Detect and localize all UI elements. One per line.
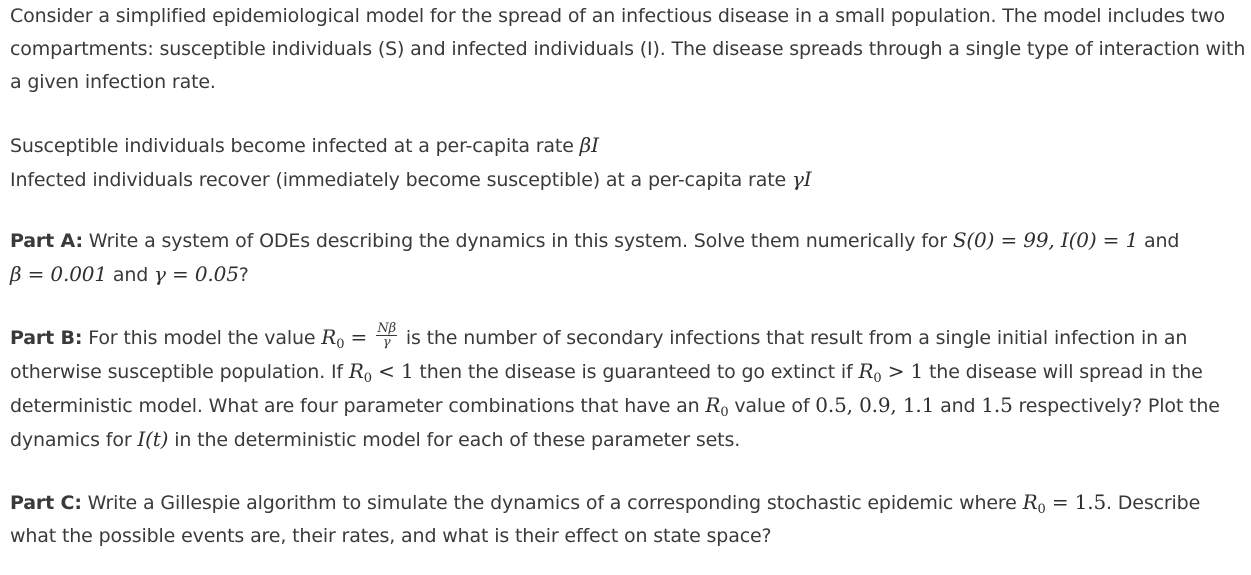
- infection-rate-text: Susceptible individuals become infected at a per-capita rate: [10, 135, 580, 157]
- r0-letter-4: R: [705, 393, 721, 417]
- r0-symbol-2: [348, 359, 372, 386]
- r0-value-last: 1.5: [981, 393, 1013, 417]
- part-b-text-10: dynamics for: [10, 429, 138, 451]
- part-b-text-6: deterministic model. What are four parameter combinations that have an: [10, 395, 706, 417]
- intro-line-1: Consider a simplified epidemiological model for the spread of an infectious disease in a small population. The model includes two: [10, 5, 1225, 27]
- r0-greater-than-one: > 1: [881, 359, 924, 383]
- recovery-rate-line: [10, 163, 1243, 197]
- intro-line-3: a given infection rate.: [10, 71, 216, 93]
- i-of-t: I(t): [137, 427, 169, 451]
- part-a-text-4: ?: [238, 264, 249, 286]
- part-b-line-3: [10, 389, 1243, 423]
- r0-values: 0.5, 0.9, 1.1: [815, 393, 935, 417]
- part-a-gamma-value: γ = 0.05: [154, 262, 239, 286]
- r0-symbol-5: [1022, 490, 1046, 517]
- r0-subscript-2: 0: [363, 371, 372, 386]
- part-c-line-2: [10, 520, 1243, 553]
- part-b-text-2: is the number of secondary infections that result from a single initial infection in an: [399, 327, 1188, 349]
- part-c-label: Part C:: [10, 492, 82, 514]
- part-b-paragraph: [10, 321, 1243, 457]
- r0-letter: R: [321, 325, 337, 349]
- part-c-text-2: . Describe: [1106, 492, 1201, 514]
- part-a-text-1: Write a system of ODEs describing the dynamics in this system. Solve them numerically for: [82, 230, 953, 252]
- part-a-line-2: [10, 258, 1243, 292]
- r0-symbol-3: [858, 359, 882, 386]
- recovery-rate-text: Infected individuals recover (immediately become susceptible) at a per-capita rate: [10, 169, 792, 191]
- r0-subscript-3: 0: [873, 371, 882, 386]
- r0-subscript-5: 0: [1037, 502, 1046, 517]
- fraction-numerator: Nβ: [377, 321, 396, 336]
- part-b-text-5: the disease will spread in the: [923, 361, 1203, 383]
- r0-symbol-4: [705, 393, 729, 420]
- r0-subscript: 0: [336, 337, 345, 352]
- part-c-line-1: [10, 486, 1243, 520]
- infection-rate-line: [10, 129, 1243, 163]
- part-a-label: Part A:: [10, 230, 83, 252]
- part-b-text-4: then the disease is guaranteed to go extinct if: [413, 361, 859, 383]
- intro-paragraph: [10, 0, 1246, 99]
- recovery-rate-math: γI: [791, 167, 812, 191]
- part-b-line-2: [10, 355, 1243, 389]
- part-a-paragraph: [10, 224, 1243, 292]
- part-b-text-3: otherwise susceptible population. If: [10, 361, 349, 383]
- r0-letter-3: R: [858, 359, 874, 383]
- r0-less-than-one: < 1: [371, 359, 414, 383]
- r0-letter-2: R: [348, 359, 364, 383]
- fraction-denominator: γ: [382, 335, 391, 350]
- r0-subscript-4: 0: [720, 405, 729, 420]
- part-c-paragraph: [10, 486, 1243, 553]
- part-a-initial-conditions: S(0) = 99, I(0) = 1: [952, 228, 1139, 252]
- part-b-text-11: in the deterministic model for each of these parameter sets.: [168, 429, 741, 451]
- r0-equals: =: [344, 325, 374, 349]
- part-b-line-1: [10, 321, 1243, 355]
- part-b-label: Part B:: [10, 327, 83, 349]
- part-c-text-3: what the possible events are, their rates, and what is their effect on state space?: [10, 525, 772, 547]
- part-b-text-7: value of: [728, 395, 816, 417]
- r0-equals-value: = 1.5: [1045, 490, 1107, 514]
- part-a-text-2: and: [1138, 230, 1180, 252]
- r0-fraction: [376, 322, 397, 349]
- r0-letter-5: R: [1022, 490, 1038, 514]
- intro-line-2: compartments: susceptible individuals (S) and infected individuals (I). The disease spreads through a single type of interaction with: [10, 38, 1246, 60]
- infection-rate-math: βI: [579, 133, 599, 157]
- part-c-text-1: Write a Gillespie algorithm to simulate the dynamics of a corresponding stochastic epidemic where: [81, 492, 1023, 514]
- part-a-beta-value: β = 0.001: [10, 262, 107, 286]
- part-a-text-3: and: [106, 264, 155, 286]
- part-a-line-1: [10, 224, 1243, 258]
- part-b-text-1: For this model the value: [82, 327, 322, 349]
- part-b-text-9: respectively? Plot the: [1012, 395, 1220, 417]
- rates-paragraph: [10, 129, 1243, 197]
- part-b-line-4: [10, 423, 1243, 457]
- r0-symbol: [321, 325, 345, 352]
- part-b-text-8: and: [934, 395, 982, 417]
